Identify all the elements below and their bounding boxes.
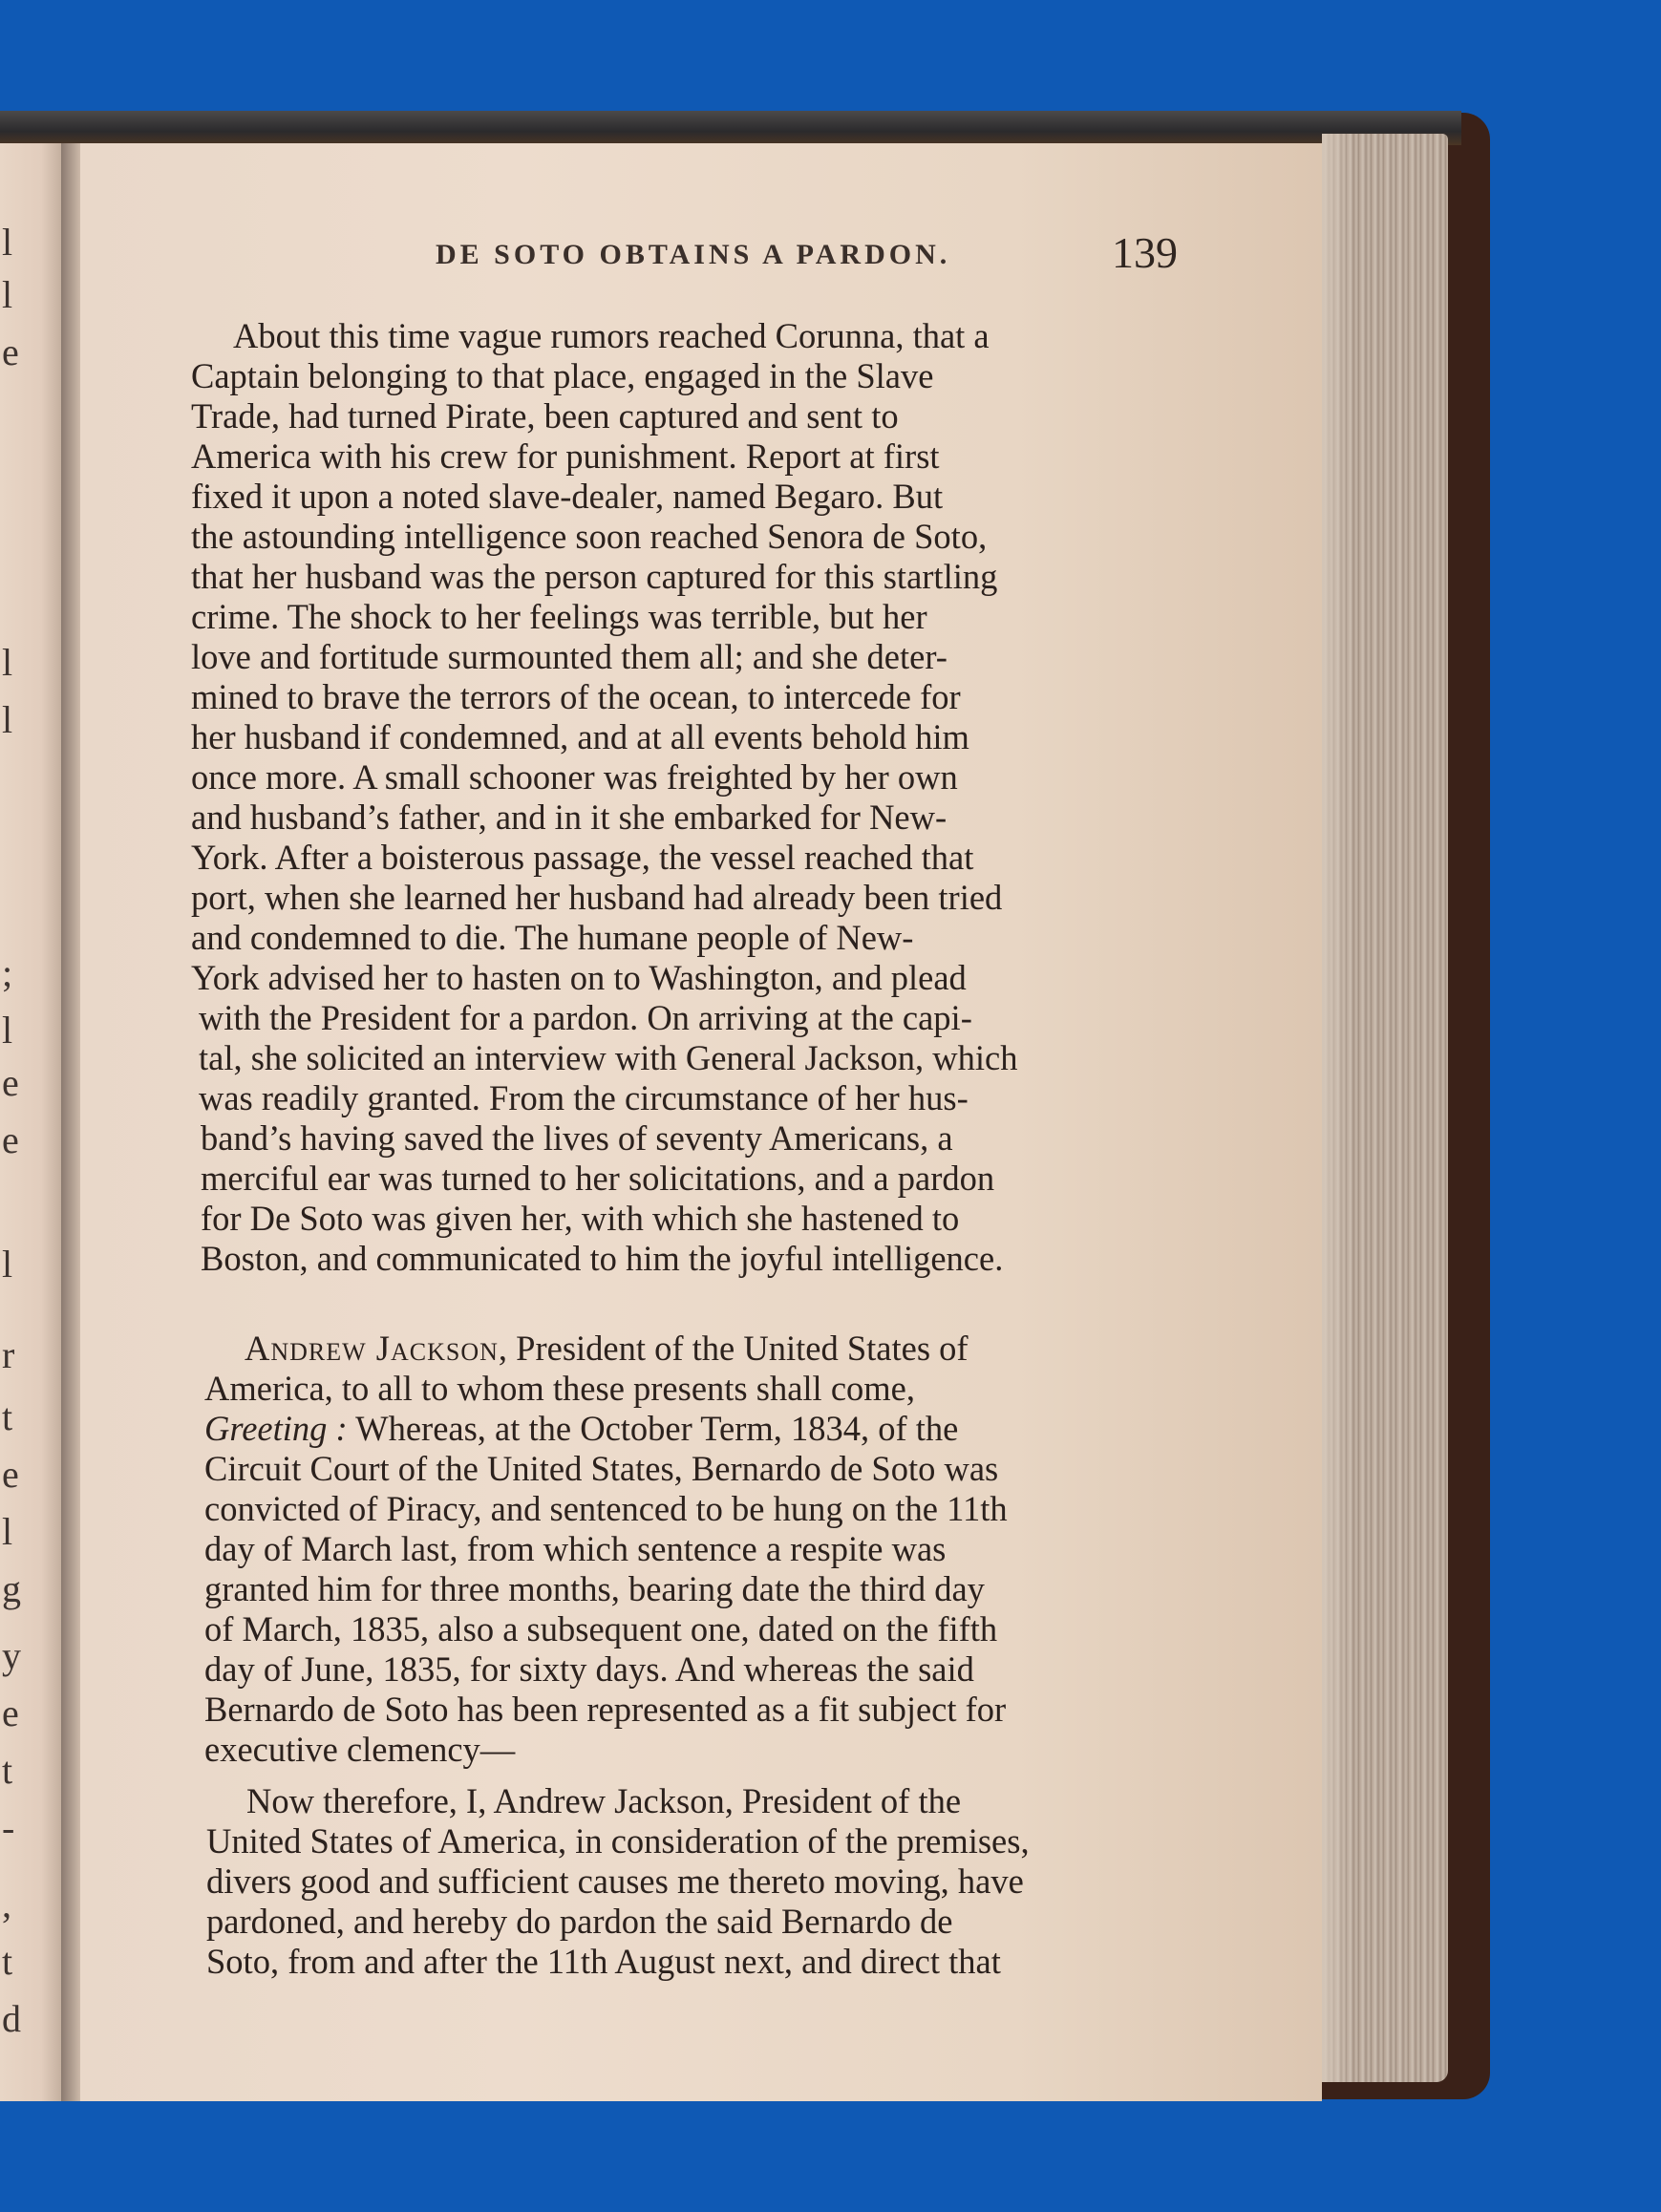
left-page-fragment: e bbox=[2, 330, 19, 373]
left-page-fragment: l bbox=[2, 698, 13, 741]
text-line: band’s having saved the lives of seventy Americans, a bbox=[201, 1118, 953, 1158]
running-head: DE SOTO OBTAINS A PARDON. bbox=[436, 239, 951, 270]
text-line: tal, she solicited an interview with General Jackson, which bbox=[199, 1038, 1018, 1077]
text-line: fixed it upon a noted slave-dealer, named Begaro. But bbox=[191, 477, 944, 516]
left-page-fragment: l bbox=[2, 641, 13, 684]
left-page-fragment: e bbox=[2, 1691, 19, 1734]
text-line: Circuit Court of the United States, Bernardo de Soto was bbox=[204, 1449, 999, 1488]
text-line: was readily granted. From the circumstance of her hus- bbox=[199, 1078, 969, 1117]
left-page-fragment: t bbox=[2, 1749, 13, 1792]
left-page-fragment: t bbox=[2, 1940, 13, 1983]
text-line: convicted of Piracy, and sentenced to be hung on the 11th bbox=[204, 1489, 1008, 1528]
text-line: once more. A small schooner was freighted by her own bbox=[191, 757, 958, 797]
text-line: Trade, had turned Pirate, been captured and sent to bbox=[191, 396, 899, 436]
pardon-first-line-text: , President of the United States of bbox=[498, 1329, 969, 1368]
left-page-fragment: d bbox=[2, 1997, 21, 2040]
text-line: America, to all to whom these presents shall come, bbox=[204, 1369, 915, 1408]
text-line: executive clemency— bbox=[204, 1730, 516, 1769]
text-line: with the President for a pardon. On arriving at the capi- bbox=[199, 998, 972, 1037]
text-line: day of June, 1835, for sixty days. And whereas the said bbox=[204, 1649, 974, 1689]
left-page-fragment: r bbox=[2, 1333, 15, 1376]
text-line: and condemned to die. The humane people of New- bbox=[191, 918, 914, 957]
text-line: United States of America, in consideration of the premises, bbox=[206, 1821, 1030, 1861]
pardon-author-name: Andrew Jackson bbox=[245, 1329, 499, 1368]
pardon-first-line bbox=[245, 1331, 969, 1367]
text-line: Now therefore, I, Andrew Jackson, President of the bbox=[246, 1781, 962, 1820]
page-number: 139 bbox=[1112, 228, 1178, 277]
text-line: for De Soto was given her, with which she hastened to bbox=[201, 1199, 960, 1238]
left-page-fragment: g bbox=[2, 1567, 21, 1610]
left-page-fragment: , bbox=[2, 1882, 11, 1925]
text-line: and husband’s father, and in it she embarked for New- bbox=[191, 798, 948, 837]
text-line: America with his crew for punishment. Report at first bbox=[191, 436, 940, 476]
text-line: granted him for three months, bearing date the third day bbox=[204, 1569, 985, 1608]
text-line: York. After a boisterous passage, the vessel reached that bbox=[191, 838, 974, 877]
pardon-third-line-text: Whereas, at the October Term, 1834, of the bbox=[347, 1409, 959, 1448]
left-page-fragment: y bbox=[2, 1634, 21, 1677]
pardon-third-line bbox=[204, 1409, 959, 1448]
text-line: pardoned, and hereby do pardon the said Bernardo de bbox=[206, 1902, 953, 1941]
left-page-fragment: e bbox=[2, 1118, 19, 1161]
left-page-fragment: t bbox=[2, 1395, 13, 1438]
left-page-fragment: e bbox=[2, 1453, 19, 1496]
left-page-fragment: l bbox=[2, 1009, 13, 1052]
text-line: merciful ear was turned to her solicitations, and a pardon bbox=[201, 1159, 995, 1198]
pardon-greeting: Greeting : bbox=[204, 1409, 348, 1448]
text-line: mined to brave the terrors of the ocean, to intercede for bbox=[191, 677, 961, 716]
text-line: York advised her to hasten on to Washington, and plead bbox=[191, 958, 967, 997]
left-page-fragment: ; bbox=[2, 951, 13, 994]
text-line: the astounding intelligence soon reached Senora de Soto, bbox=[191, 517, 988, 556]
text-line: Boston, and communicated to him the joyful intelligence. bbox=[201, 1239, 1004, 1278]
text-line: About this time vague rumors reached Corunna, that a bbox=[233, 316, 990, 355]
text-line: her husband if condemned, and at all events behold him bbox=[191, 717, 969, 756]
left-page-fragment: - bbox=[2, 1806, 15, 1849]
text-line: Soto, from and after the 11th August next, and direct that bbox=[206, 1942, 1001, 1981]
left-page-fragment: l bbox=[2, 221, 13, 264]
text-line: divers good and sufficient causes me thereto moving, have bbox=[206, 1861, 1024, 1901]
text-line: port, when she learned her husband had already been tried bbox=[191, 878, 1003, 917]
left-page-fragment: l bbox=[2, 273, 13, 316]
left-page-fragment: l bbox=[2, 1510, 13, 1553]
text-line: of March, 1835, also a subsequent one, dated on the fifth bbox=[204, 1609, 998, 1648]
left-page-fragment: l bbox=[2, 1243, 13, 1286]
text-line: that her husband was the person captured for this startling bbox=[191, 557, 998, 596]
text-line: Bernardo de Soto has been represented as a fit subject for bbox=[204, 1690, 1007, 1729]
left-page-fragment: e bbox=[2, 1061, 19, 1104]
text-line: love and fortitude surmounted them all; and she deter- bbox=[191, 637, 948, 676]
text-line: day of March last, from which sentence a respite was bbox=[204, 1529, 947, 1568]
text-line: Captain belonging to that place, engaged in the Slave bbox=[191, 356, 934, 395]
text-line: crime. The shock to her feelings was terrible, but her bbox=[191, 597, 927, 636]
